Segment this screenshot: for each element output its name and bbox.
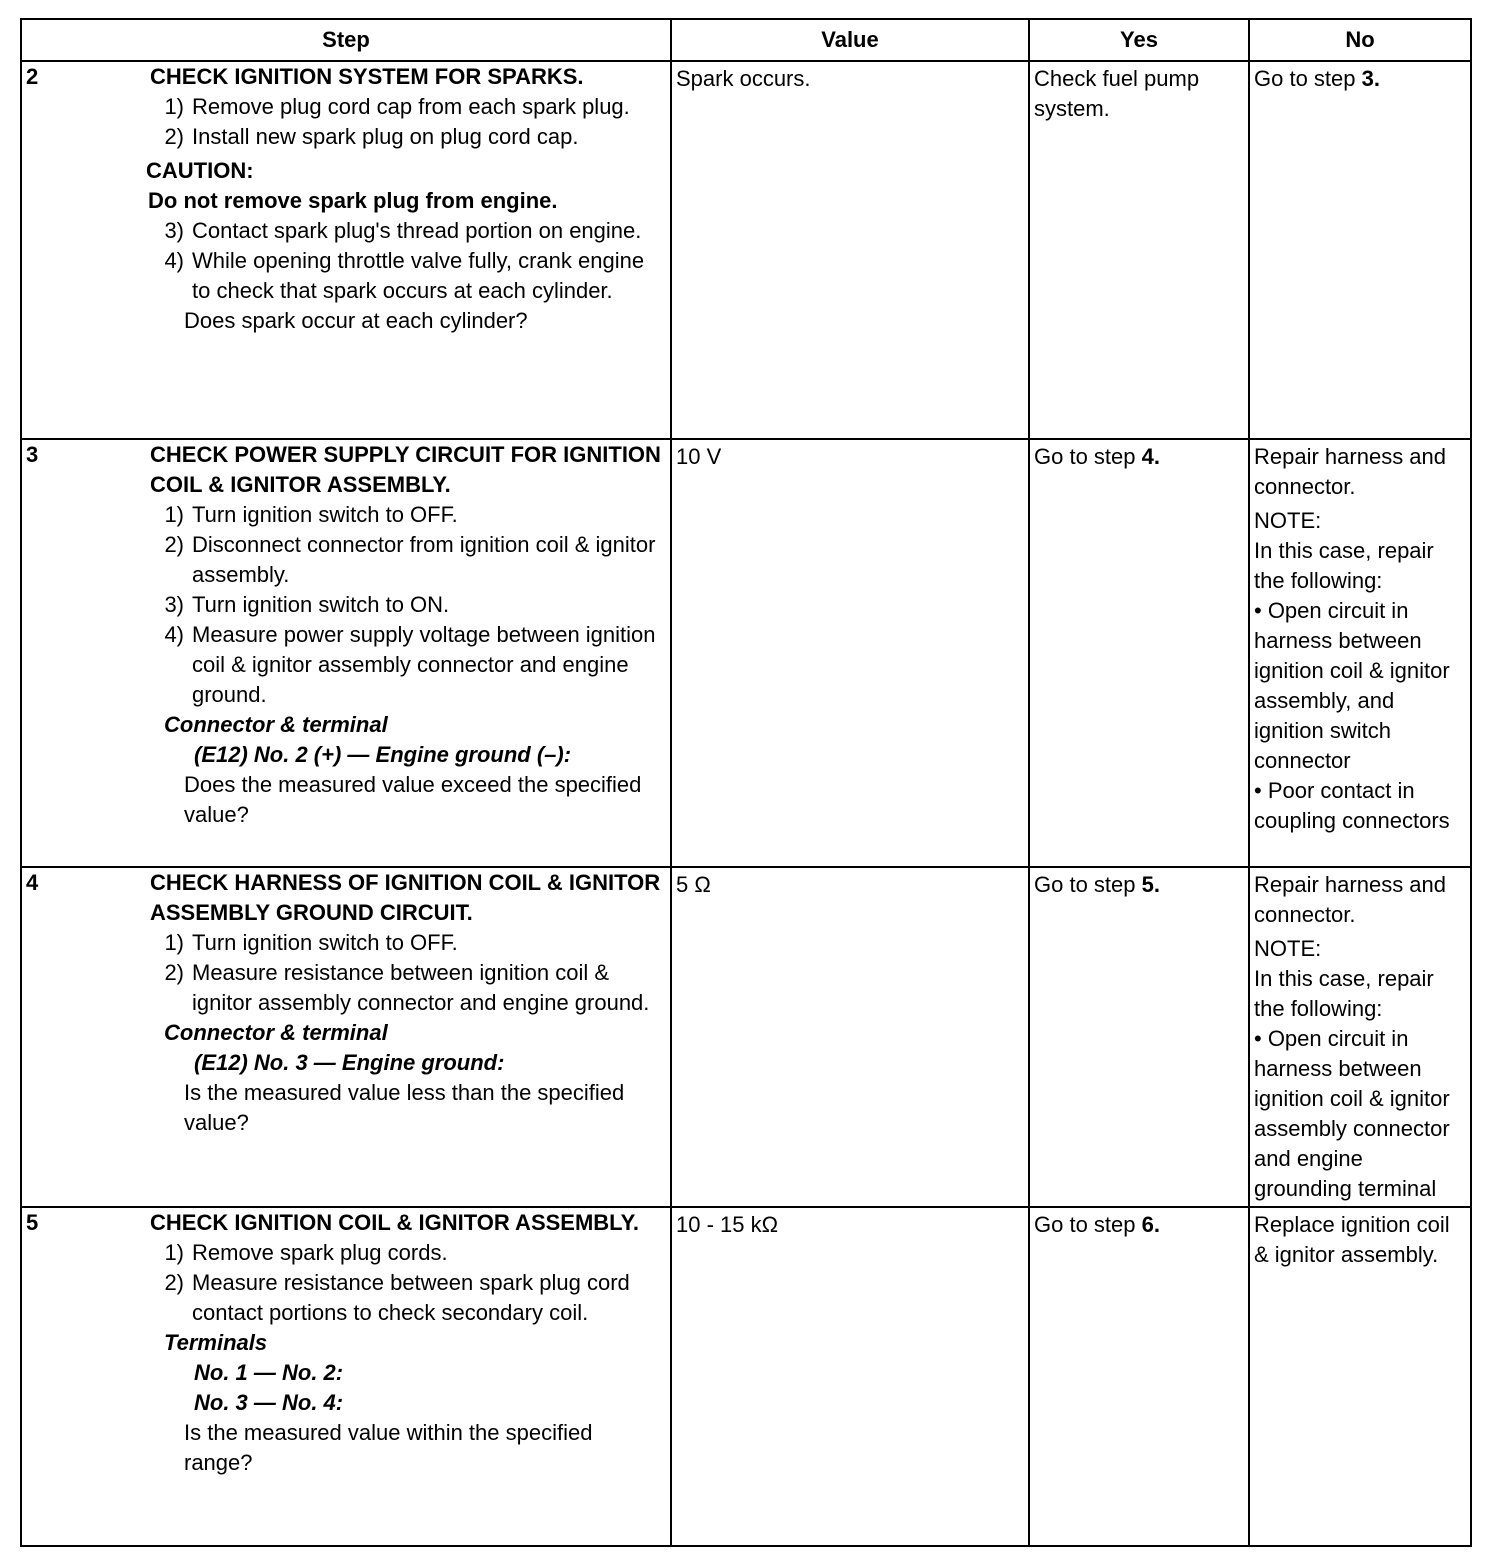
step-instruction [146,530,666,590]
step-lbl: Connector & terminal [164,712,388,737]
no-cell [1249,61,1471,439]
table-row [21,867,1471,1207]
step-lbl: Terminals [164,1330,268,1355]
no-text: • Open circuit in harness between ignition coil & ignitor assembly connector and engine grounding terminal [1254,1026,1450,1201]
yes-line [1034,870,1244,900]
step-cell [146,1207,671,1546]
no-text: NOTE: [1254,508,1322,533]
yes-cell [1029,867,1249,1207]
no-line [1254,1024,1466,1204]
step-reference: 5. [1141,872,1160,897]
step-cell [146,867,671,1207]
instruction-text: Contact spark plug's thread portion on engine. [192,218,642,243]
yes-cell [1029,439,1249,867]
no-line [1254,506,1466,536]
step-spec: No. 3 — No. 4: [194,1390,344,1415]
no-line [1254,1210,1466,1270]
step-lbl: Connector & terminal [164,1020,388,1045]
no-text: Repair harness and connector. [1254,872,1447,927]
step-q: Is the measured value within the specified range? [184,1420,593,1475]
table-row [21,61,1471,439]
diagnostic-table [20,18,1472,1547]
no-cell [1249,1207,1471,1546]
no-line [1254,870,1466,930]
no-text: Replace ignition coil & ignitor assembly. [1254,1212,1450,1267]
instruction-text: Turn ignition switch to ON. [192,592,450,617]
step-caution-b: Do not remove spark plug from engine. [148,188,558,213]
instruction-text: While opening throttle valve fully, crank engine to check that spark occurs at each cylinder. [192,248,645,303]
instruction-number: 1) [164,1240,184,1265]
instruction-number: 2) [164,960,184,985]
instruction-number: 4) [164,622,184,647]
yes-line [1034,64,1244,124]
step-q: Does spark occur at each cylinder? [184,308,528,333]
instruction-number: 2) [164,532,184,557]
instruction-number: 1) [164,930,184,955]
yes-text: Go to step [1034,872,1142,897]
step-instruction [146,590,666,620]
no-cell [1249,867,1471,1207]
value-cell: 10 - 15 kΩ [671,1207,1029,1546]
step-title: CHECK IGNITION SYSTEM FOR SPARKS. [150,64,584,89]
step-instruction [146,928,666,958]
yes-text: Go to step [1034,1212,1142,1237]
no-line [1254,776,1466,836]
no-text: In this case, repair the following: [1254,538,1434,593]
yes-line [1034,442,1244,472]
step-instruction [146,122,666,152]
step-number: 4 [21,867,146,1207]
yes-cell [1029,61,1249,439]
instruction-number: 3) [164,592,184,617]
step-reference: 3. [1361,66,1380,91]
step-q: Is the measured value less than the specified value? [184,1080,625,1135]
instruction-text: Measure power supply voltage between ignition coil & ignitor assembly connector and engine ground. [192,622,656,707]
no-line [1254,596,1466,776]
step-number: 2 [21,61,146,439]
instruction-text: Remove plug cord cap from each spark plug. [192,94,630,119]
yes-cell [1029,1207,1249,1546]
step-instruction [146,92,666,122]
no-line [1254,964,1466,1024]
no-text: In this case, repair the following: [1254,966,1434,1021]
step-instruction [146,1238,666,1268]
no-text: • Poor contact in coupling connectors [1254,778,1450,833]
instruction-number: 1) [164,502,184,527]
no-text: Go to step [1254,66,1362,91]
instruction-number: 1) [164,94,184,119]
step-spec: (E12) No. 3 — Engine ground: [194,1050,505,1075]
step-instruction [146,500,666,530]
step-spec: No. 1 — No. 2: [194,1360,344,1385]
header-step: Step [21,19,671,61]
step-title: CHECK POWER SUPPLY CIRCUIT FOR IGNITION COIL & IGNITOR ASSEMBLY. [150,442,661,497]
value-cell: Spark occurs. [671,61,1029,439]
table-header [21,19,1471,61]
step-instruction [146,620,666,710]
no-cell [1249,439,1471,867]
instruction-number: 2) [164,1270,184,1295]
no-text: • Open circuit in harness between ignition coil & ignitor assembly, and ignition switch connector [1254,598,1450,773]
no-text: NOTE: [1254,936,1322,961]
no-line [1254,64,1466,94]
step-reference: 4. [1141,444,1160,469]
step-title: CHECK HARNESS OF IGNITION COIL & IGNITOR ASSEMBLY GROUND CIRCUIT. [150,870,661,925]
instruction-text: Disconnect connector from ignition coil & ignitor assembly. [192,532,656,587]
step-instruction [146,216,666,246]
header-value: Value [671,19,1029,61]
table-row [21,1207,1471,1546]
step-instruction [146,958,666,1018]
step-number: 3 [21,439,146,867]
yes-line [1034,1210,1244,1240]
header-yes: Yes [1029,19,1249,61]
step-cell [146,439,671,867]
instruction-text: Install new spark plug on plug cord cap. [192,124,579,149]
instruction-text: Measure resistance between spark plug cord contact portions to check secondary coil. [192,1270,630,1325]
step-reference: 6. [1141,1212,1160,1237]
step-q: Does the measured value exceed the specified value? [184,772,642,827]
yes-text: Go to step [1034,444,1142,469]
yes-text: Check fuel pump system. [1034,66,1200,121]
step-instruction [146,246,666,306]
instruction-number: 4) [164,248,184,273]
step-cell [146,61,671,439]
step-instruction [146,1268,666,1328]
no-line [1254,442,1466,502]
instruction-text: Turn ignition switch to OFF. [192,502,458,527]
instruction-number: 3) [164,218,184,243]
step-title: CHECK IGNITION COIL & IGNITOR ASSEMBLY. [150,1210,639,1235]
no-line [1254,536,1466,596]
value-cell: 5 Ω [671,867,1029,1207]
step-number: 5 [21,1207,146,1546]
header-no: No [1249,19,1471,61]
table-row [21,439,1471,867]
instruction-text: Turn ignition switch to OFF. [192,930,458,955]
step-spec: (E12) No. 2 (+) — Engine ground (–): [194,742,572,767]
no-text: Repair harness and connector. [1254,444,1447,499]
no-line [1254,934,1466,964]
value-cell: 10 V [671,439,1029,867]
instruction-text: Measure resistance between ignition coil & ignitor assembly connector and engine ground. [192,960,650,1015]
step-caution-h: CAUTION: [146,158,254,183]
instruction-text: Remove spark plug cords. [192,1240,448,1265]
instruction-number: 2) [164,124,184,149]
